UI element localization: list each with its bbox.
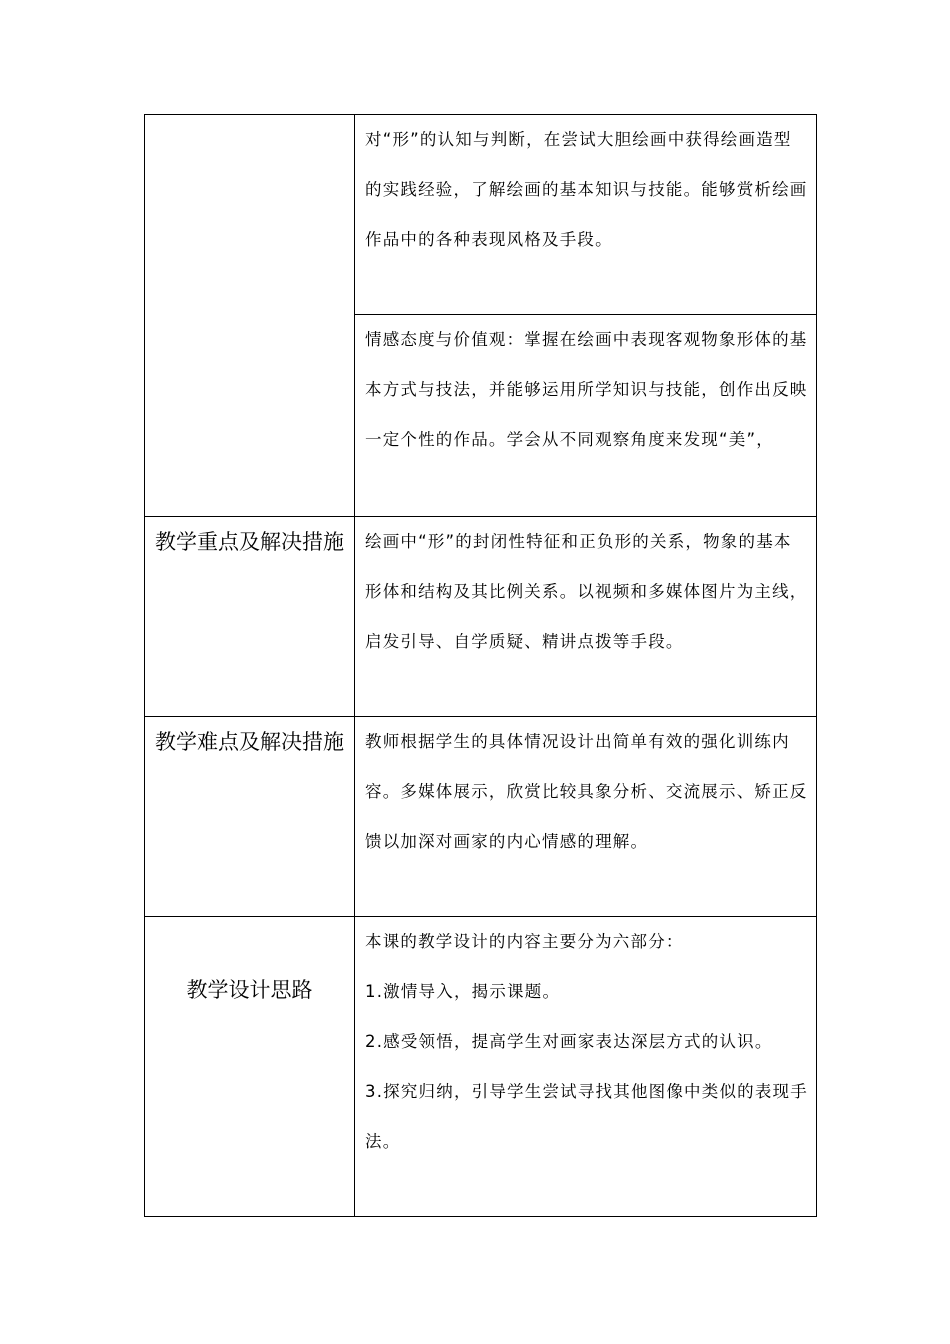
cell-text: 绘画中“形”的封闭性特征和正负形的关系，物象的基本形体和结构及其比例关系。以视频和多媒体图片为主线，启发引导、自学质疑、精讲点拨等手段。 [365, 532, 808, 651]
cell-text: 2.感受领悟，提高学生对画家表达深层方式的认识。 [365, 1032, 773, 1051]
table-row-4-label [145, 717, 354, 916]
table-row-5-content [355, 917, 817, 1217]
cell-text: 本课的教学设计的内容主要分为六部分： [365, 932, 684, 951]
cell-text: 1.激情导入，揭示课题。 [365, 982, 561, 1001]
cell-text: 对“形”的认知与判断，在尝试大胆绘画中获得绘画造型的实践经验，了解绘画的基本知识与技能。能够赏析绘画作品中的各种表现风格及手段。 [365, 130, 808, 249]
table-row-5-label [145, 965, 354, 1015]
table-row-3-label [145, 517, 354, 716]
table-row-4-content [355, 717, 817, 916]
row-label: 教学设计思路 [186, 978, 313, 1002]
content-table [144, 114, 817, 1217]
table-row-3-content [355, 517, 817, 716]
cell-text: 3.探究归纳，引导学生尝试寻找其他图像中类似的表现手法。 [365, 1082, 808, 1151]
cell-text: 教师根据学生的具体情况设计出简单有效的强化训练内容。多媒体展示，欣赏比较具象分析、交流展示、矫正反馈以加深对画家的内心情感的理解。 [365, 732, 808, 851]
table-row-1-content [355, 115, 817, 314]
cell-text: 情感态度与价值观：掌握在绘画中表现客观物象形体的基本方式与技法，并能够运用所学知识与技能，创作出反映一定个性的作品。学会从不同观察角度来发现“美”， [365, 330, 808, 449]
row-label: 教学难点及解决措施 [155, 730, 344, 754]
row-label: 教学重点及解决措施 [155, 530, 344, 554]
table-row-2-content [355, 315, 817, 516]
